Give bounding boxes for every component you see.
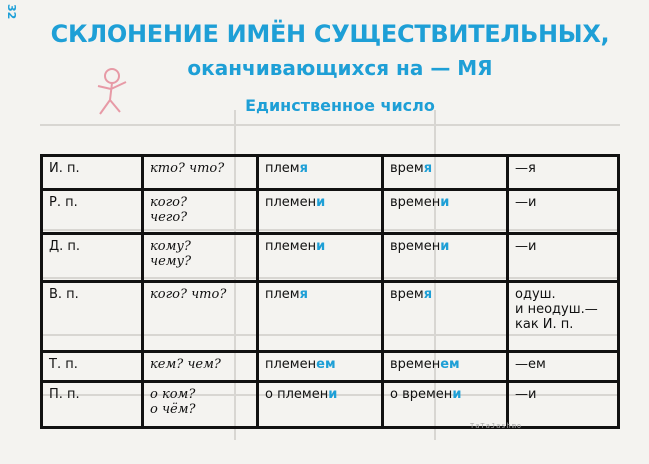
word-plemya: племени	[258, 234, 383, 282]
case-question: кому? чему?	[143, 234, 258, 282]
case-label: П. п.	[42, 382, 143, 428]
word-plemya: о племени	[258, 382, 383, 428]
table-row	[42, 234, 619, 282]
word-vremya: времени	[383, 234, 508, 282]
page-subtitle: Единственное число	[245, 96, 435, 115]
case-question: кого? чего?	[143, 190, 258, 234]
word-plemya: племя	[258, 156, 383, 190]
word-plemya: племенем	[258, 352, 383, 382]
case-ending: —ем	[508, 352, 619, 382]
word-vremya: время	[383, 282, 508, 352]
case-question: кто? что?	[143, 156, 258, 190]
case-label: Р. п.	[42, 190, 143, 234]
page-title-line2: оканчивающихся на — МЯ	[187, 56, 493, 80]
table-row	[42, 190, 619, 234]
case-label: И. п.	[42, 156, 143, 190]
watermark: TaTaJashmo	[470, 422, 523, 430]
page-number: 32	[5, 4, 18, 20]
word-vremya: время	[383, 156, 508, 190]
case-question: кого? что?	[143, 282, 258, 352]
case-ending: —и	[508, 382, 619, 428]
case-ending: —я	[508, 156, 619, 190]
word-plemya: племя	[258, 282, 383, 352]
word-plemya: племени	[258, 190, 383, 234]
table-row	[42, 156, 619, 190]
case-label: Д. п.	[42, 234, 143, 282]
table-row	[42, 382, 619, 428]
case-question: о ком? о чём?	[143, 382, 258, 428]
case-ending-note: одуш. и неодуш.— как И. п.	[508, 282, 619, 352]
declension-table	[40, 154, 620, 429]
case-label: Т. п.	[42, 352, 143, 382]
table-row	[42, 282, 619, 352]
table-row	[42, 352, 619, 382]
case-ending: —и	[508, 234, 619, 282]
case-ending: —и	[508, 190, 619, 234]
case-label: В. п.	[42, 282, 143, 352]
word-vremya: временем	[383, 352, 508, 382]
word-vremya: о времени	[383, 382, 508, 428]
word-vremya: времени	[383, 190, 508, 234]
page-title: СКЛОНЕНИЕ ИМЁН СУЩЕСТВИТЕЛЬНЫХ,	[50, 20, 610, 48]
case-question: кем? чем?	[143, 352, 258, 382]
